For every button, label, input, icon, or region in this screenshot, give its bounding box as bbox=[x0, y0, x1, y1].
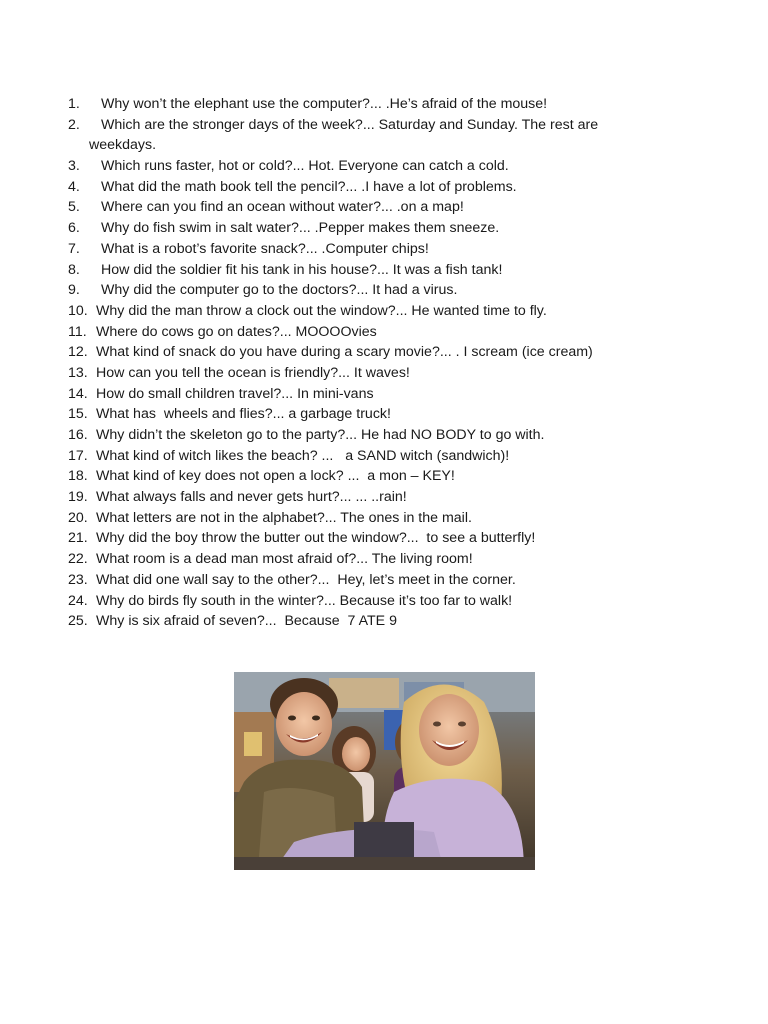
joke-text-continuation: weekdays. bbox=[89, 137, 157, 154]
joke-number: 2. bbox=[68, 116, 80, 133]
joke-item bbox=[0, 425, 768, 446]
joke-number: 13. bbox=[68, 364, 88, 381]
joke-number: 1. bbox=[68, 96, 80, 112]
joke-text: What kind of witch likes the beach? ... a SAND witch (sandwich)! bbox=[96, 447, 510, 464]
joke-number: 22. bbox=[68, 551, 88, 568]
joke-text: How did the soldier fit his tank in his house?... It was a fish tank! bbox=[101, 261, 503, 278]
joke-number: 10. bbox=[68, 302, 88, 319]
joke-list bbox=[0, 94, 768, 632]
joke-item bbox=[0, 549, 768, 570]
joke-number: 21. bbox=[68, 530, 88, 547]
joke-text: What always falls and never gets hurt?... ... ..rain! bbox=[96, 489, 407, 506]
joke-item bbox=[0, 342, 768, 363]
joke-item bbox=[0, 384, 768, 405]
joke-item bbox=[0, 528, 768, 549]
joke-text: What kind of key does not open a lock? ... a mon – KEY! bbox=[96, 468, 455, 485]
joke-text: Why did the boy throw the butter out the window?... to see a butterfly! bbox=[96, 530, 536, 547]
joke-item bbox=[0, 404, 768, 425]
joke-item bbox=[0, 239, 768, 260]
joke-item bbox=[0, 197, 768, 218]
joke-text: What kind of snack do you have during a scary movie?... . I scream (ice cream) bbox=[96, 344, 593, 361]
joke-number: 11. bbox=[68, 323, 87, 340]
joke-text: Which are the stronger days of the week?... Saturday and Sunday. The rest are bbox=[101, 116, 599, 133]
joke-number: 23. bbox=[68, 571, 88, 588]
joke-number: 14. bbox=[68, 385, 88, 402]
joke-text: Which runs faster, hot or cold?... Hot. Everyone can catch a cold. bbox=[101, 158, 509, 175]
joke-number: 8. bbox=[68, 261, 80, 278]
joke-text: Why do fish swim in salt water?... .Pepper makes them sneeze. bbox=[101, 220, 500, 237]
joke-text: Why didn’t the skeleton go to the party?... He had NO BODY to go with. bbox=[96, 427, 545, 444]
joke-text: Why won’t the elephant use the computer?... .He’s afraid of the mouse! bbox=[101, 96, 548, 112]
joke-text: What did one wall say to the other?... Hey, let’s meet in the corner. bbox=[96, 571, 516, 588]
joke-text: How do small children travel?... In mini-vans bbox=[96, 385, 374, 402]
joke-number: 3. bbox=[68, 158, 80, 175]
joke-text: What did the math book tell the pencil?... .I have a lot of problems. bbox=[101, 178, 517, 195]
joke-text: Where can you find an ocean without water?... .on a map! bbox=[101, 199, 464, 216]
joke-item bbox=[0, 177, 768, 198]
joke-text: Why did the man throw a clock out the window?... He wanted time to fly. bbox=[96, 302, 547, 319]
joke-item bbox=[0, 218, 768, 239]
joke-item bbox=[0, 446, 768, 467]
joke-item bbox=[0, 570, 768, 591]
joke-text: What room is a dead man most afraid of?... The living room! bbox=[96, 551, 473, 568]
joke-text: What is a robot’s favorite snack?... .Computer chips! bbox=[101, 240, 429, 257]
joke-item bbox=[0, 280, 768, 301]
joke-number: 7. bbox=[68, 240, 80, 257]
joke-number: 12. bbox=[68, 344, 88, 361]
joke-item bbox=[0, 115, 768, 156]
joke-number: 18. bbox=[68, 468, 88, 485]
joke-number: 20. bbox=[68, 509, 88, 526]
joke-number: 24. bbox=[68, 592, 88, 609]
joke-number: 6. bbox=[68, 220, 80, 237]
joke-number: 5. bbox=[68, 199, 80, 216]
joke-item bbox=[0, 487, 768, 508]
joke-item bbox=[0, 301, 768, 322]
joke-text: Where do cows go on dates?... MOOOOvies bbox=[96, 323, 377, 340]
joke-item bbox=[0, 260, 768, 281]
joke-number: 9. bbox=[68, 282, 80, 299]
joke-number: 16. bbox=[68, 427, 88, 444]
joke-text: What letters are not in the alphabet?... The ones in the mail. bbox=[96, 509, 472, 526]
joke-text: What has wheels and flies?... a garbage truck! bbox=[96, 406, 391, 423]
joke-number: 17. bbox=[68, 447, 88, 464]
joke-text: Why did the computer go to the doctors?... It had a virus. bbox=[101, 282, 458, 299]
joke-item bbox=[0, 363, 768, 384]
joke-item bbox=[0, 466, 768, 487]
joke-item bbox=[0, 156, 768, 177]
joke-item bbox=[0, 508, 768, 529]
joke-number: 19. bbox=[68, 489, 88, 506]
joke-text: Why is six afraid of seven?... Because 7 ATE 9 bbox=[96, 613, 397, 630]
joke-item bbox=[0, 591, 768, 612]
joke-text: Why do birds fly south in the winter?... Because it’s too far to walk! bbox=[96, 592, 513, 609]
joke-number: 4. bbox=[68, 178, 80, 195]
joke-number: 15. bbox=[68, 406, 88, 423]
joke-item bbox=[0, 94, 768, 115]
laughing-children-photo bbox=[234, 672, 535, 870]
joke-number: 25. bbox=[68, 613, 88, 630]
joke-item bbox=[0, 322, 768, 343]
joke-text: How can you tell the ocean is friendly?... It waves! bbox=[96, 364, 410, 381]
joke-item bbox=[0, 611, 768, 632]
